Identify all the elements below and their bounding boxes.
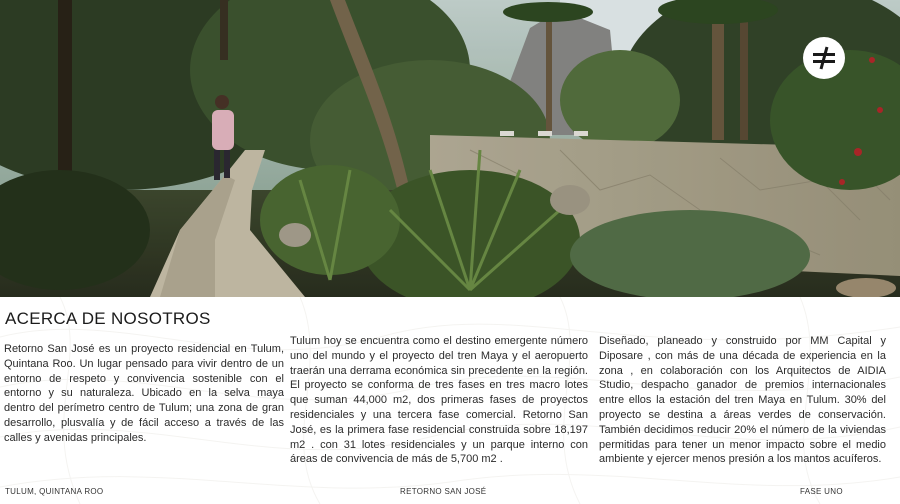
footer-phase: FASE UNO	[800, 487, 843, 496]
section-heading: ACERCA DE NOSOTROS	[5, 309, 211, 328]
footer-location: TULUM, QUINTANA ROO	[5, 487, 104, 496]
footer-project-name: RETORNO SAN JOSÉ	[400, 487, 487, 496]
brand-mark-icon	[811, 45, 837, 71]
about-paragraph-3: Diseñado, planeado y construido por MM Capital y Diposare , con más de una década de experiencia en la zona , en colaboración con los Arquitectos de AIDIA Studio, despacho ganador de premios internacionales entre ellos la estación del tren Maya en Tulum. 30% del proyecto se destina a áreas verdes de conservación. También decidimos reducir 20% el número de la viviendas permitidas para tener un menor impacto sobre el medio ambiente y ejercer menos presión a los mantos acuíferos.	[599, 335, 886, 466]
about-paragraph-1: Retorno San José es un proyecto residencial en Tulum, Quintana Roo. Un lugar pensado para vivir dentro de un entorno de respeto y convivencia sostenible con el entorno y su naturaleza. Ubicado en la selva maya dentro del perímetro centro de Tulum; una zona de gran desarrollo, plusvalía y de fácil acceso a través de las calles y avenidas principales.	[4, 343, 284, 444]
about-paragraph-2: Tulum hoy se encuentra como el destino emergente número uno del mundo y el proyecto del tren Maya y el aeropuerto traerán una derrama económica sin precedente en la región. El proyecto se conforma de tres fases en tres macro lotes que suman 44,000 m2, dos primeras fases de proyectos residenciales y una tercera fase comercial. Retorno San José, es la primera fase residencial construida sobre 18,197 m2 . con 31 lotes residenciales y un parque interno con áreas de convivencia de más de 5,700 m2 .	[290, 335, 588, 466]
brand-logo	[803, 37, 845, 79]
